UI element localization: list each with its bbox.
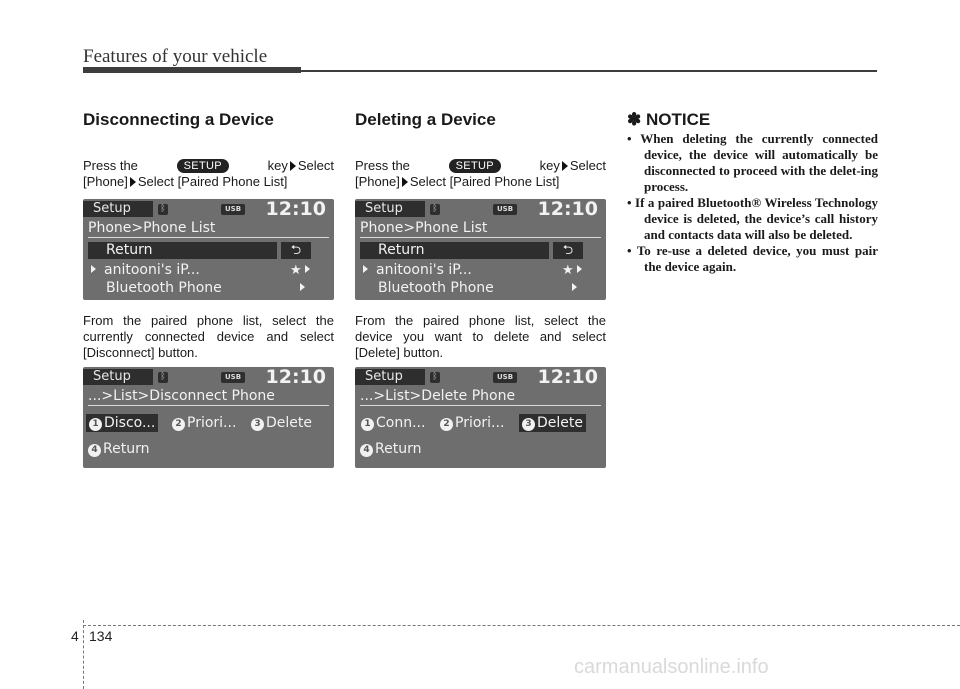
screen-option-priority: 2 Priori... bbox=[437, 414, 507, 432]
caret-right-icon bbox=[91, 265, 96, 273]
usb-icon: USB bbox=[221, 372, 245, 383]
screen-divider bbox=[360, 405, 601, 406]
delete-description: From the paired phone list, select the device you want to delete and select [Delete] button. bbox=[355, 313, 606, 360]
notice-item: • To re-use a deleted device, you must pair the device again. bbox=[627, 243, 878, 274]
bluetooth-icon: ᛒ bbox=[158, 372, 168, 383]
setup-key-badge: SETUP bbox=[449, 159, 501, 173]
favorite-star-icon: ★ bbox=[290, 263, 310, 278]
screen-breadcrumb: ...>List>Disconnect Phone bbox=[88, 388, 275, 404]
favorite-star-icon: ★ bbox=[562, 263, 582, 278]
screen-setup-tab: Setup bbox=[355, 201, 425, 217]
screen-clock: 12:10 bbox=[537, 199, 598, 220]
screen-clock: 12:10 bbox=[265, 367, 326, 388]
caret-right-icon bbox=[363, 265, 368, 273]
bluetooth-icon: ᛒ bbox=[430, 372, 440, 383]
watermark: carmanualsonline.info bbox=[574, 656, 769, 678]
screen-option-delete: 3 Delete bbox=[519, 414, 586, 432]
arrow-right-icon bbox=[290, 161, 296, 171]
header-rule bbox=[301, 70, 877, 72]
screen-divider bbox=[88, 237, 329, 238]
caret-right-icon bbox=[297, 281, 305, 296]
screen-return-item: Return bbox=[360, 242, 549, 259]
arrow-right-icon bbox=[130, 177, 136, 187]
disconnect-heading: Disconnecting a Device bbox=[83, 110, 274, 129]
section-number: 4 bbox=[71, 628, 79, 644]
delete-heading: Deleting a Device bbox=[355, 110, 496, 129]
footer-divider bbox=[83, 620, 84, 689]
bluetooth-icon: ᛒ bbox=[430, 204, 440, 215]
screen-option-return: 4 Return bbox=[88, 441, 149, 457]
screen-breadcrumb: ...>List>Delete Phone bbox=[360, 388, 516, 404]
delete-instructions: Press the SETUP key Select [Phone] Select [Paired Phone List] bbox=[355, 158, 606, 189]
screen-breadcrumb: Phone>Phone List bbox=[360, 220, 488, 236]
caret-right-icon bbox=[569, 281, 577, 296]
delete-phone-screen bbox=[355, 367, 606, 468]
phone-list-screen bbox=[83, 199, 334, 300]
screen-setup-tab: Setup bbox=[83, 201, 153, 217]
screen-return-item: Return bbox=[88, 242, 277, 259]
screen-divider bbox=[360, 237, 601, 238]
page-header-title: Features of your vehicle bbox=[83, 46, 268, 67]
disconnect-description: From the paired phone list, select the currently connected device and select [Disconnect] button. bbox=[83, 313, 334, 360]
disconnect-instructions: Press the SETUP key Select [Phone] Select [Paired Phone List] bbox=[83, 158, 334, 189]
header-bar bbox=[83, 67, 301, 73]
screen-option-priority: 2 Priori... bbox=[169, 414, 239, 432]
screen-device-item: Bluetooth Phone bbox=[378, 280, 494, 296]
return-icon: ⮌ bbox=[553, 242, 583, 259]
screen-breadcrumb: Phone>Phone List bbox=[88, 220, 216, 236]
screen-clock: 12:10 bbox=[265, 199, 326, 220]
screen-option-disconnect: 1 Disco... bbox=[86, 414, 158, 432]
setup-key-badge: SETUP bbox=[177, 159, 229, 173]
notice-item: • If a paired Bluetooth® Wireless Technology device is deleted, the device’s call history and contacts data will also be deleted. bbox=[627, 195, 878, 242]
usb-icon: USB bbox=[493, 204, 517, 215]
screen-device-item: anitooni's iP... bbox=[91, 262, 200, 278]
screen-option-return: 4 Return bbox=[360, 441, 421, 457]
notice-list bbox=[627, 131, 878, 275]
return-icon: ⮌ bbox=[281, 242, 311, 259]
screen-setup-tab: Setup bbox=[355, 369, 425, 385]
screen-divider bbox=[88, 405, 329, 406]
arrow-right-icon bbox=[562, 161, 568, 171]
screen-device-item: anitooni's iP... bbox=[363, 262, 472, 278]
screen-setup-tab: Setup bbox=[83, 369, 153, 385]
screen-option-delete: 3 Delete bbox=[248, 414, 315, 432]
screen-device-item: Bluetooth Phone bbox=[106, 280, 222, 296]
screen-option-connect: 1 Conn... bbox=[358, 414, 428, 432]
phone-list-screen bbox=[355, 199, 606, 300]
notice-heading: ✽ NOTICE bbox=[627, 110, 711, 129]
disconnect-phone-screen bbox=[83, 367, 334, 468]
footer-rule bbox=[83, 625, 960, 626]
usb-icon: USB bbox=[493, 372, 517, 383]
page-number: 134 bbox=[89, 628, 113, 644]
screen-clock: 12:10 bbox=[537, 367, 598, 388]
notice-item: • When deleting the currently connected device, the device will automatically be disconnected to proceed with the delet-ing process. bbox=[627, 131, 878, 194]
bluetooth-icon: ᛒ bbox=[158, 204, 168, 215]
arrow-right-icon bbox=[402, 177, 408, 187]
usb-icon: USB bbox=[221, 204, 245, 215]
